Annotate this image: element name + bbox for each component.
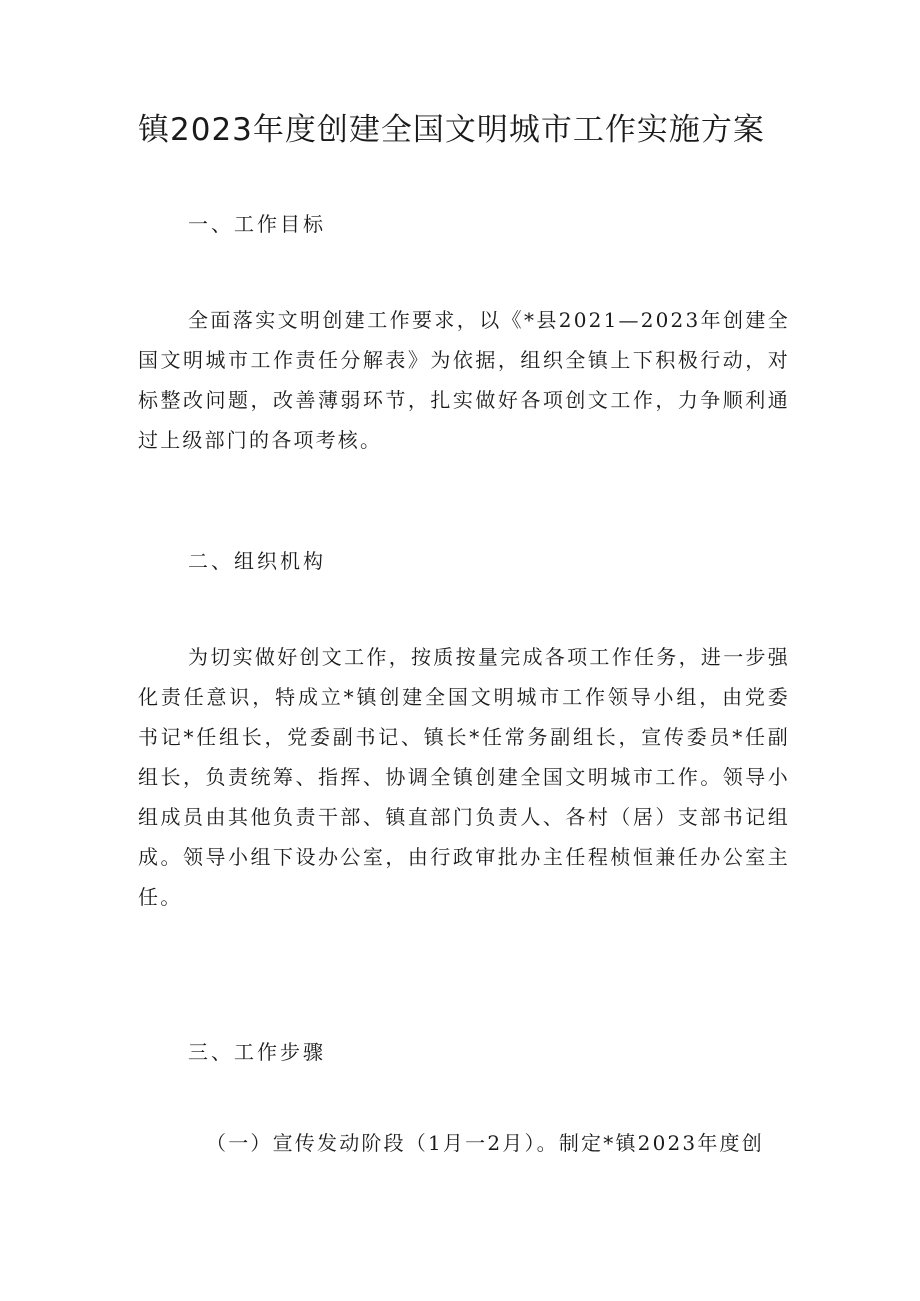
section-paragraph-organization: 为切实做好创文工作，按质按量完成各项工作任务，进一步强化责任意识，特成立*镇创建全国文明城市工作领导小组，由党委书记*任组长，党委副书记、镇长*任常务副组长，宣传委员*任副组长，负责统筹、指挥、协调全镇创建全国文明城市工作。领导小组成员由其他负责干部、镇直部门负责人、各村（居）支部书记组成。领导小组下设办公室，由行政审批办主任程桢恒兼任办公室主任。: [138, 645, 790, 909]
section-heading-steps: 三、工作步骤: [188, 1040, 326, 1064]
section-heading-organization: 二、组织机构: [188, 549, 326, 573]
section-heading-goals: 一、工作目标: [188, 212, 326, 236]
section-paragraph-goals: 全面落实文明创建工作要求，以《*县2021—2023年创建全国文明城市工作责任分解表》为依据，组织全镇上下积极行动，对标整改问题，改善薄弱环节，扎实做好各项创文工作，力争顺利通过上级部门的各项考核。: [138, 308, 790, 452]
document-title: 镇2023年度创建全国文明城市工作实施方案: [138, 112, 765, 148]
section-paragraph-steps: （一）宣传发动阶段（1月一2月）。制定*镇2023年度创: [206, 1131, 764, 1155]
